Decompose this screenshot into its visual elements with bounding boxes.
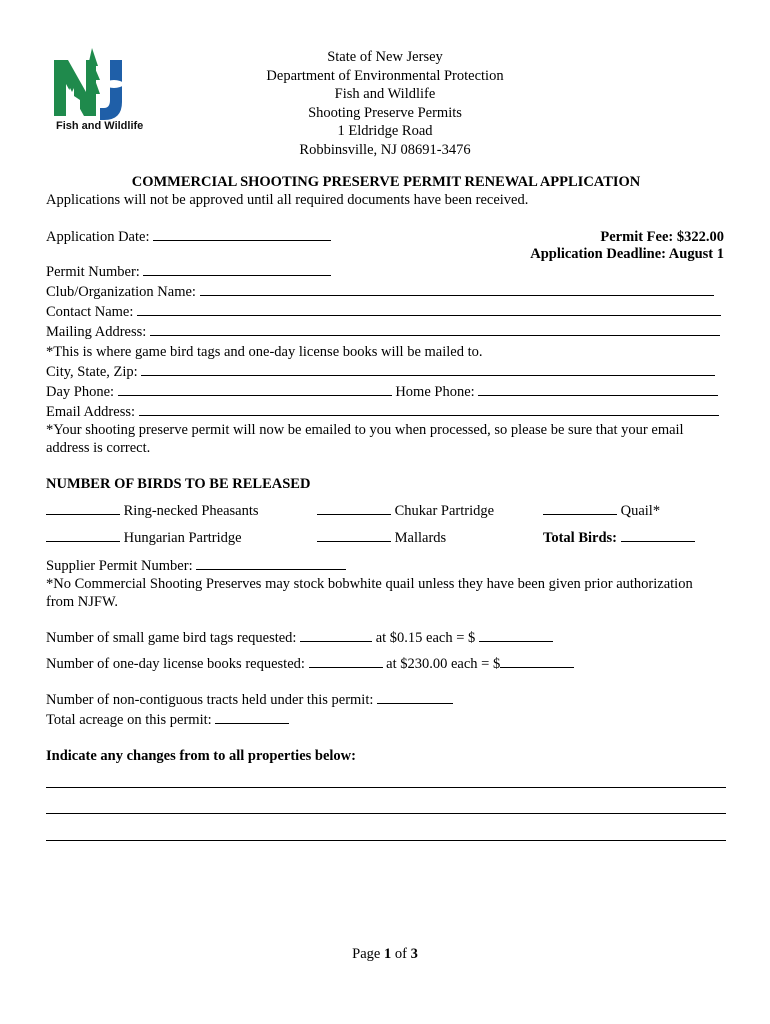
email-field[interactable]	[139, 402, 719, 416]
supplier-label: Supplier Permit Number:	[46, 558, 193, 574]
hungarian-row	[46, 528, 242, 548]
contact-row	[46, 302, 721, 322]
tags-label: Number of small game bird tags requested:	[46, 630, 297, 646]
hungarian-field[interactable]	[46, 528, 120, 542]
header-line-department: Department of Environmental Protection	[266, 67, 504, 84]
home-phone-label: Home Phone:	[395, 384, 475, 400]
changes-line-2[interactable]	[46, 813, 726, 814]
application-date-label: Application Date:	[46, 229, 150, 245]
header-line-division: Fish and Wildlife	[334, 86, 436, 102]
chukar-row	[317, 501, 494, 521]
books-rate: at $230.00 each = $	[386, 656, 501, 672]
total-birds-row	[543, 528, 695, 548]
day-phone-field[interactable]	[118, 382, 392, 396]
approval-notice: Applications will not be approved until all required documents have been received.	[46, 192, 529, 208]
email-label: Email Address:	[46, 404, 136, 420]
mailing-row	[46, 322, 720, 342]
tracts-field[interactable]	[377, 690, 453, 704]
tags-total-field[interactable]	[479, 628, 553, 642]
acreage-row	[46, 710, 289, 730]
header-line-program: Shooting Preserve Permits	[308, 104, 462, 121]
city-label: City, State, Zip:	[46, 364, 138, 380]
total-birds-field[interactable]	[621, 528, 695, 542]
header-line-street: 1 Eldridge Road	[337, 123, 433, 139]
tags-rate: at $0.15 each = $	[375, 630, 476, 646]
logo-text: Fish and Wildlife	[56, 120, 144, 132]
quail-note-line2: from NJFW.	[46, 594, 118, 610]
permit-fee: Permit Fee: $322.00	[600, 229, 724, 245]
books-label: Number of one-day license books requested:	[46, 656, 305, 672]
tracts-row	[46, 690, 453, 710]
pheasants-label: Ring-necked Pheasants	[123, 503, 259, 519]
chukar-label: Chukar Partridge	[394, 503, 495, 519]
email-row	[46, 402, 719, 422]
chukar-field[interactable]	[317, 501, 391, 515]
supplier-row	[46, 556, 346, 576]
mailing-field[interactable]	[150, 322, 720, 336]
tracts-label: Number of non-contiguous tracts held under this permit:	[46, 692, 374, 708]
acreage-field[interactable]	[215, 710, 289, 724]
page-number: 1	[383, 946, 392, 962]
mallards-row	[317, 528, 446, 548]
page-indicator	[0, 944, 770, 964]
contact-label: Contact Name:	[46, 304, 134, 320]
quail-field[interactable]	[543, 501, 617, 515]
changes-line-1[interactable]	[46, 787, 726, 788]
application-date-field[interactable]	[153, 227, 331, 241]
birds-heading: NUMBER OF BIRDS TO BE RELEASED	[46, 476, 311, 492]
club-row	[46, 282, 714, 302]
city-field[interactable]	[141, 362, 715, 376]
mailing-label: Mailing Address:	[46, 324, 147, 340]
supplier-field[interactable]	[196, 556, 346, 570]
quail-row	[543, 501, 660, 521]
tags-qty-field[interactable]	[300, 628, 372, 642]
tags-row	[46, 628, 553, 648]
total-birds-label: Total Birds:	[543, 530, 617, 546]
club-label: Club/Organization Name:	[46, 284, 196, 300]
club-field[interactable]	[200, 282, 714, 296]
permit-number-field[interactable]	[143, 262, 331, 276]
page-prefix: Page	[352, 946, 381, 962]
quail-note-line1: *No Commercial Shooting Preserves may stock bobwhite quail unless they have been given prior authorization	[46, 576, 693, 592]
changes-heading: Indicate any changes from to all properties below:	[46, 748, 356, 764]
permit-number-label: Permit Number:	[46, 264, 140, 280]
application-date-row	[46, 227, 331, 247]
hungarian-label: Hungarian Partridge	[123, 530, 242, 546]
changes-line-3[interactable]	[46, 840, 726, 841]
books-qty-field[interactable]	[309, 654, 383, 668]
city-row	[46, 362, 715, 382]
books-row	[46, 654, 574, 674]
permit-number-row	[46, 262, 331, 282]
email-note-line2: address is correct.	[46, 440, 151, 456]
agency-header	[200, 48, 570, 159]
pheasants-field[interactable]	[46, 501, 120, 515]
contact-field[interactable]	[137, 302, 721, 316]
phone-row	[46, 382, 718, 402]
email-note-line1: *Your shooting preserve permit will now be emailed to you when processed, so please be sure that your email	[46, 422, 684, 438]
home-phone-field[interactable]	[478, 382, 718, 396]
books-total-field[interactable]	[500, 654, 574, 668]
header-line-city: Robbinsville, NJ 08691-3476	[299, 141, 471, 158]
form-title: COMMERCIAL SHOOTING PRESERVE PERMIT RENEWAL APPLICATION	[131, 174, 641, 190]
acreage-label: Total acreage on this permit:	[46, 712, 212, 728]
mallards-label: Mallards	[394, 530, 447, 546]
day-phone-label: Day Phone:	[46, 384, 115, 400]
page-of: of	[394, 946, 407, 962]
page-total: 3	[410, 946, 418, 962]
application-deadline: Application Deadline: August 1	[530, 246, 724, 262]
mailing-note: *This is where game bird tags and one-day license books will be mailed to.	[46, 344, 483, 360]
pheasants-row	[46, 501, 259, 521]
header-line-state: State of New Jersey	[327, 49, 443, 65]
quail-label: Quail*	[620, 503, 661, 519]
mallards-field[interactable]	[317, 528, 391, 542]
